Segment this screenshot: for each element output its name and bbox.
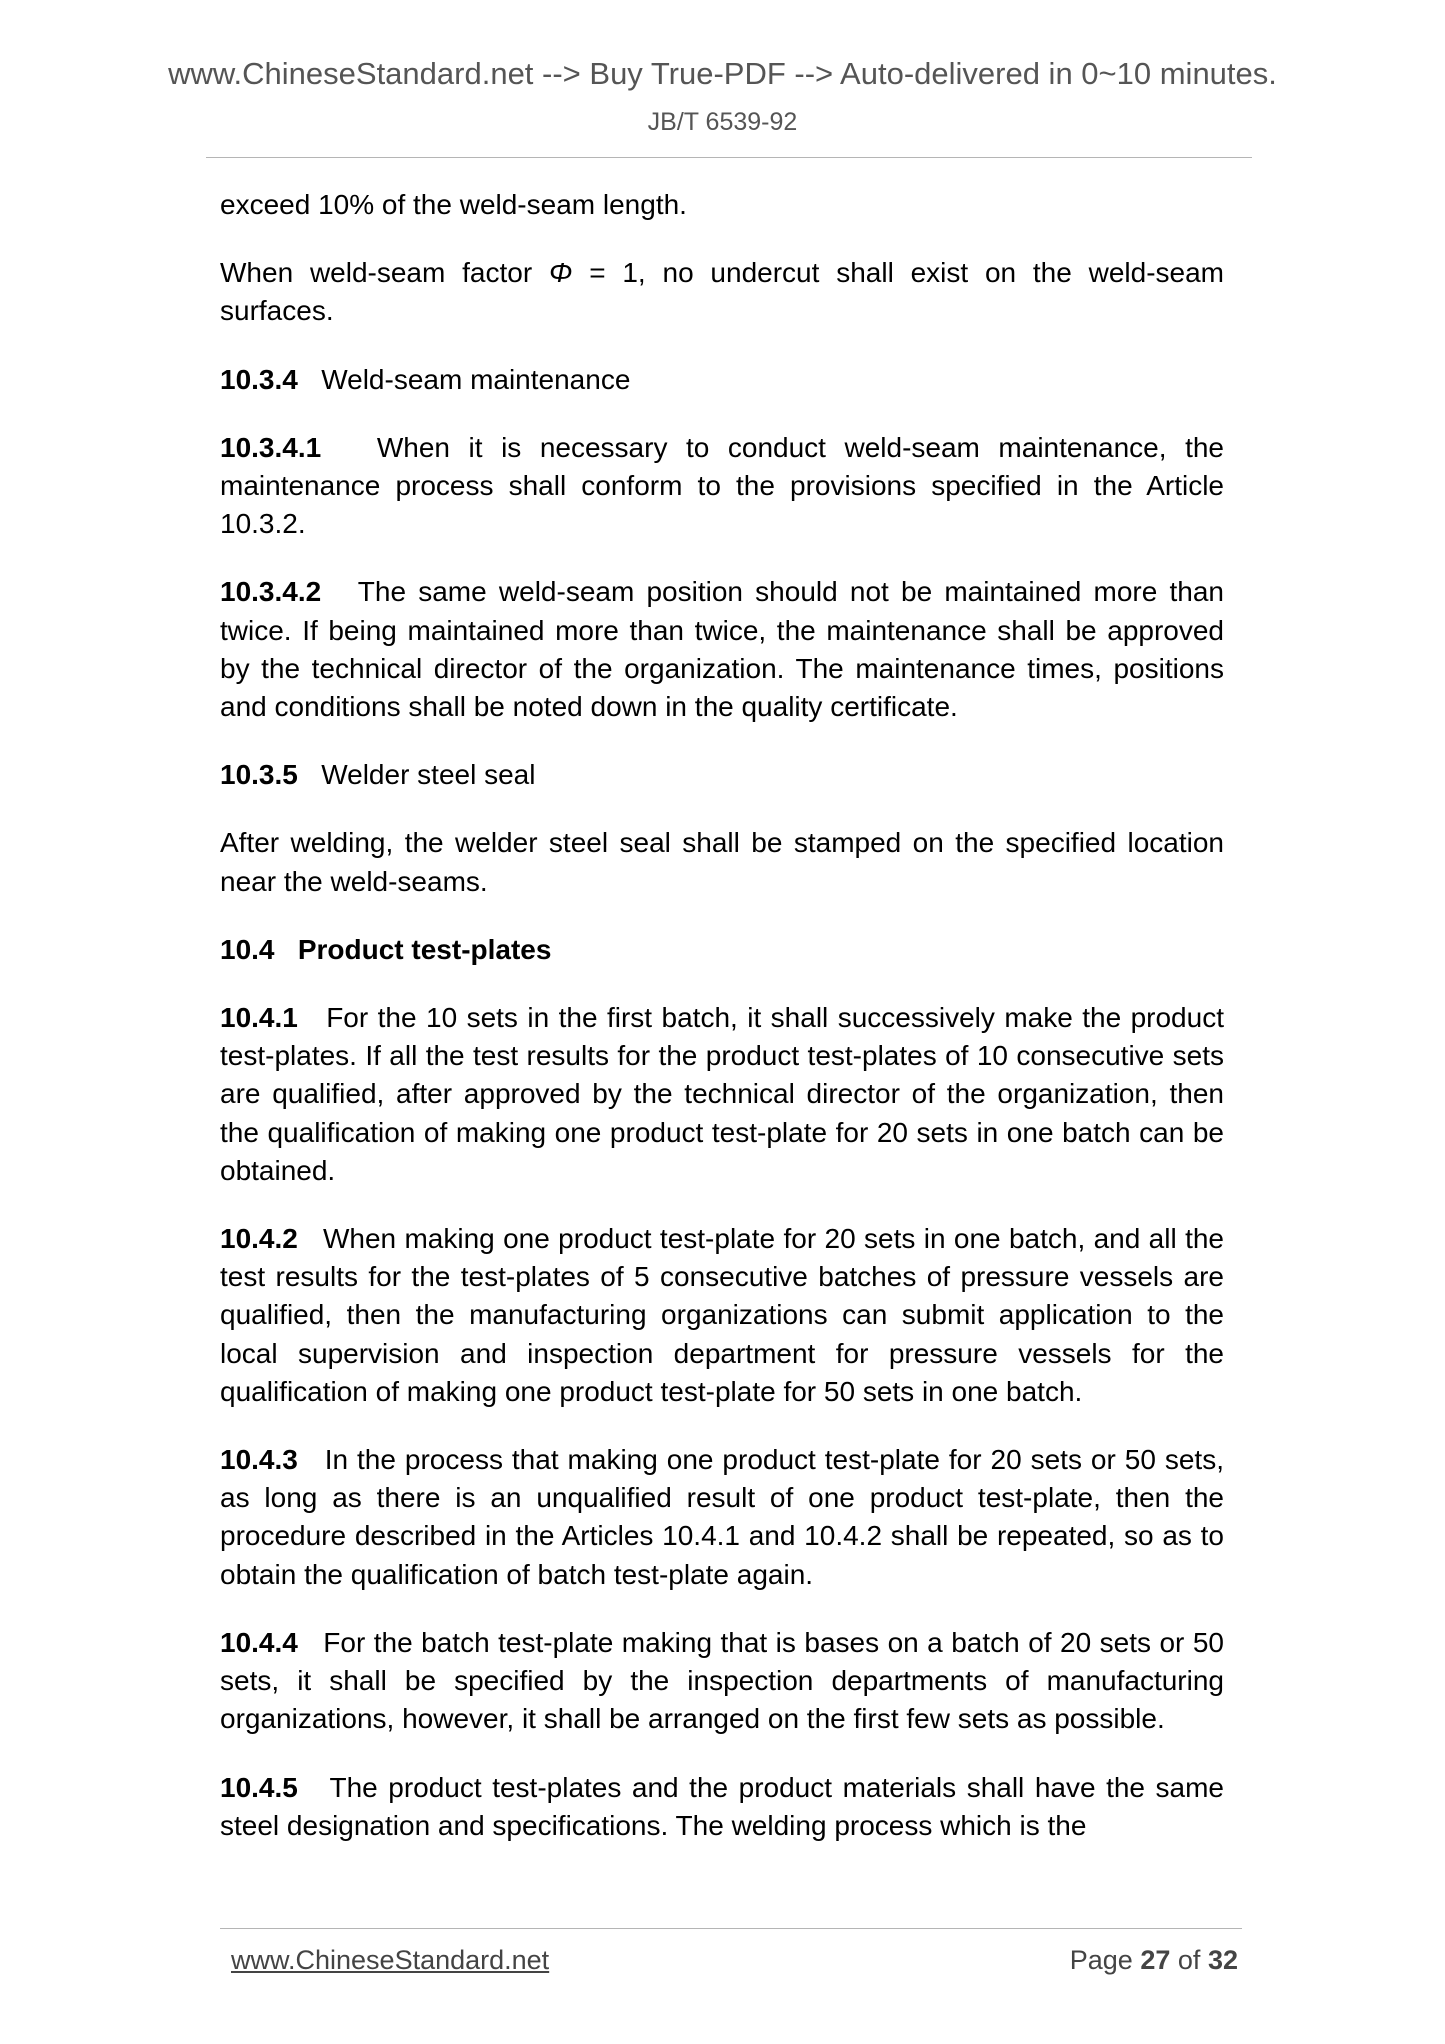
footer-website-link[interactable]: www.ChineseStandard.net — [231, 1945, 550, 1975]
section-text: For the batch test-plate making that is bases on a batch of 20 sets or 50 sets, it shall be specified by the inspection departments of manufacturing organizations, however, it shall be arranged on the first few sets as possible. — [220, 1626, 1224, 1735]
header-divider — [206, 157, 1252, 158]
section-text: The product test-plates and the product materials shall have the same steel designation and specifications. The welding process which is the — [220, 1771, 1225, 1841]
section-text: In the process that making one product test-plate for 20 sets or 50 sets, as long as there is an unqualified result of one product test-plate, then the procedure described in the Articles 10.4.1 and 10.4.2 shall be repeated, so as to obtain the qualification of batch test-plate again. — [220, 1444, 1224, 1590]
section-title: Welder steel seal — [321, 759, 536, 791]
section-number: 10.4.1 — [220, 1002, 298, 1034]
paragraph-exceed: exceed 10% of the weld-seam length. — [220, 189, 687, 220]
section-10-4-5 — [220, 1769, 1224, 1845]
section-10-3-4 — [220, 361, 1224, 399]
page-current: 27 — [1140, 1945, 1171, 1975]
section-text: The same weld-seam position should not be maintained more than twice. If being maintained more than twice, the maintenance shall be approved by the technical director of the organization. The maintenance times, positions and conditions shall be noted down in the quality certificate. — [220, 576, 1224, 723]
page-indicator — [1070, 1945, 1238, 1976]
section-10-3-4-1 — [220, 429, 1224, 544]
page-total: 32 — [1207, 1945, 1238, 1975]
page-content — [220, 186, 1224, 1875]
paragraph-after-welding: After welding, the welder steel seal shall be stamped on the specified location near the weld-seams. — [220, 827, 1224, 897]
section-10-4-3 — [220, 1441, 1224, 1594]
text-segment: When weld-seam factor — [220, 257, 549, 289]
footer-divider — [220, 1928, 1242, 1929]
section-number: 10.4.3 — [220, 1444, 298, 1476]
section-10-4-1 — [220, 999, 1224, 1190]
section-number: 10.3.4.1 — [220, 431, 322, 463]
section-10-3-5 — [220, 756, 1224, 794]
section-10-4-4 — [220, 1624, 1224, 1739]
section-title: Product test-plates — [297, 933, 552, 965]
section-number: 10.4 — [220, 933, 275, 965]
section-10-4 — [220, 931, 1224, 969]
header-banner: www.ChineseStandard.net --> Buy True-PDF --> Auto-delivered in 0~10 minutes. — [168, 56, 1277, 91]
section-number: 10.3.4.2 — [220, 576, 322, 608]
section-number: 10.4.5 — [220, 1771, 298, 1803]
page-of: of — [1177, 1945, 1201, 1975]
section-number: 10.3.5 — [220, 759, 298, 791]
section-text: When it is necessary to conduct weld-seam maintenance, the maintenance process shall conform to the provisions specified in the Article 10.3.2. — [220, 431, 1225, 540]
section-10-4-2 — [220, 1220, 1224, 1411]
section-10-3-4-2 — [220, 573, 1224, 726]
phi-symbol: Φ — [548, 257, 573, 289]
paragraph-weld-seam-factor — [220, 254, 1224, 330]
section-text: For the 10 sets in the first batch, it shall successively make the product test-plates. If all the test results for the product test-plates of 10 consecutive sets are qualified, after approved by the technical director of the organization, then the qualification of making one product test-plate for 20 sets in one batch can be obtained. — [220, 1002, 1224, 1186]
standard-code: JB/T 6539-92 — [647, 108, 798, 136]
section-number: 10.4.2 — [220, 1223, 298, 1255]
page-label: Page — [1069, 1945, 1133, 1975]
section-title: Weld-seam maintenance — [321, 363, 631, 395]
text-segment: = 1, no undercut shall exist on the weld-seam surfaces. — [220, 257, 1224, 327]
section-text: When making one product test-plate for 20 sets in one batch, and all the test results for the test-plates of 5 consecutive batches of pressure vessels are qualified, then the manufacturing organizations can submit application to the local supervision and inspection department for pressure vessels for the qualification of making one product test-plate for 50 sets in one batch. — [220, 1223, 1224, 1407]
section-number: 10.3.4 — [220, 363, 298, 395]
section-number: 10.4.4 — [220, 1626, 298, 1658]
